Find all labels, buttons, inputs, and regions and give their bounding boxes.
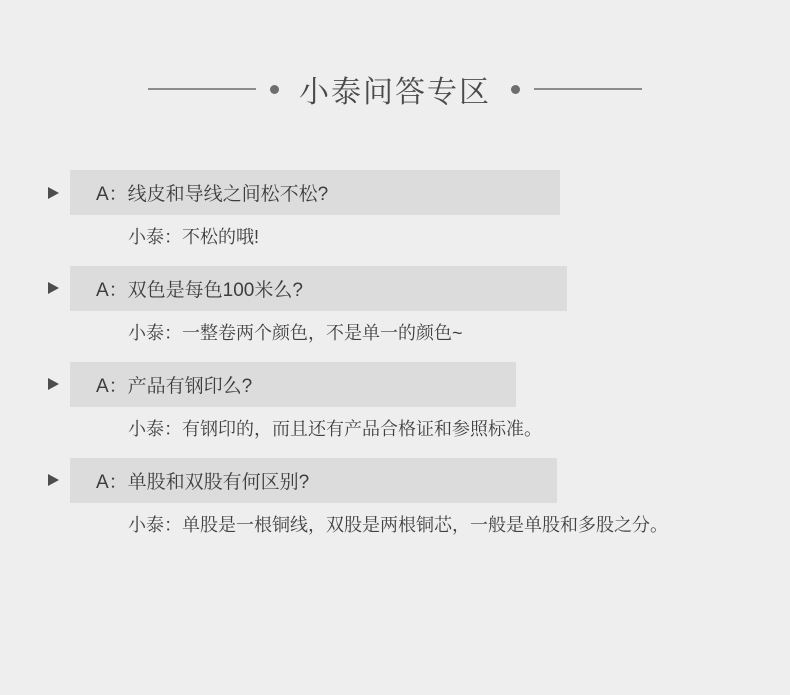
answer-text: 小泰：有钢印的，而且还有产品合格证和参照标准。 (128, 418, 542, 439)
question-text: A：线皮和导线之间松不松? (70, 170, 560, 215)
question-row[interactable] (40, 458, 750, 503)
faq-list (0, 170, 790, 540)
bullet-dot-left-icon (270, 85, 279, 94)
faq-item (40, 266, 750, 348)
question-text: A：双色是每色100米么? (70, 266, 567, 311)
question-row[interactable] (40, 266, 750, 311)
question-row[interactable] (40, 170, 750, 215)
header-rule-right (534, 88, 642, 90)
section-header (0, 0, 790, 170)
play-triangle-icon (40, 266, 70, 311)
page-title: 小泰问答专区 (299, 76, 491, 109)
play-triangle-icon (40, 458, 70, 503)
answer-text: 小泰：单股是一根铜线，双股是两根铜芯，一般是单股和多股之分。 (128, 514, 668, 535)
faq-item (40, 170, 750, 252)
answer-text: 小泰：一整卷两个颜色，不是单一的颜色~ (128, 322, 463, 343)
bullet-dot-right-icon (511, 85, 520, 94)
header-rule-left (148, 88, 256, 90)
question-text: A：产品有钢印么? (70, 362, 516, 407)
answer-text: 小泰：不松的哦! (128, 227, 260, 247)
faq-item (40, 362, 750, 444)
play-triangle-icon (40, 362, 70, 407)
question-row[interactable] (40, 362, 750, 407)
faq-item (40, 458, 750, 540)
question-text: A：单股和双股有何区别? (70, 458, 557, 503)
play-triangle-icon (40, 170, 70, 215)
